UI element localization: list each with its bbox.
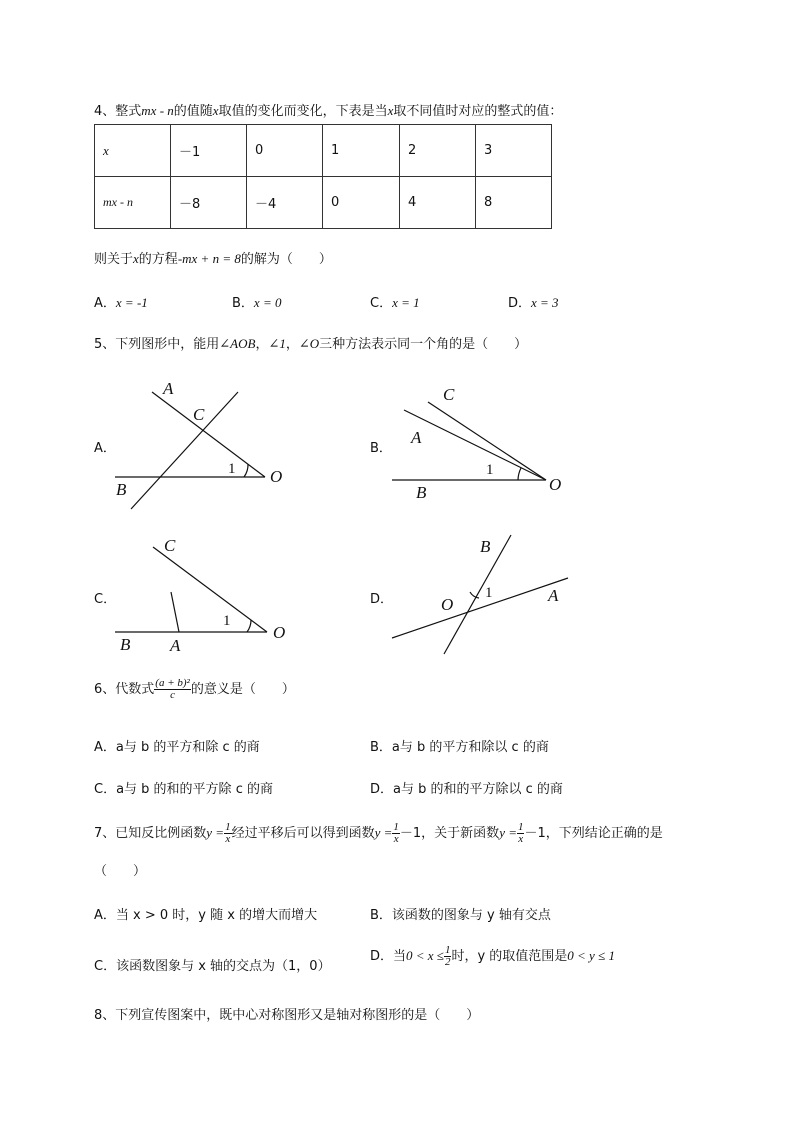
q7-option-d[interactable]: D．当0 < x ≤ $\frac{1}{2}$ 时，y 的取值范围是0 < y ≤ 1 bbox=[370, 944, 615, 968]
table-cell: －4 bbox=[247, 177, 323, 229]
q7-paren: （ ） bbox=[94, 864, 147, 879]
table-cell: 4 bbox=[400, 177, 476, 229]
q7-option-a[interactable]: A．当 x > 0 时，y 随 x 的增大而增大 bbox=[94, 908, 318, 923]
figA-label-1: 1 bbox=[228, 461, 236, 477]
table-cell: 0 bbox=[323, 177, 400, 229]
table-cell: 3 bbox=[476, 125, 552, 177]
figB-label-C: C bbox=[443, 385, 455, 404]
table-head-expr: mx - n bbox=[95, 177, 171, 229]
q5-option-b-label[interactable]: B． bbox=[370, 441, 392, 456]
q5-option-c-label[interactable]: C． bbox=[94, 592, 117, 607]
q4-stem: 4、整式mx - n的值随x取值的变化而变化，下表是当x取不同值时对应的整式的值： bbox=[94, 103, 563, 119]
figA-label-C: C bbox=[193, 405, 205, 424]
q4-option-a[interactable]: A．x = -1 bbox=[94, 295, 148, 311]
figA-angle-arc bbox=[244, 464, 248, 477]
q7-stem: 7、已知反比例函数y = $\frac{1}{x}$ 经过平移后可以得到函数y = $\frac{1}{x}$ －1，关于新函数y = $\frac{1}{x}$ －1，下列结论正确的是 bbox=[94, 821, 663, 845]
figD-label-B: B bbox=[480, 537, 491, 556]
table-cell: 8 bbox=[476, 177, 552, 229]
q4-equation: -mx + n = 8 bbox=[177, 251, 241, 266]
table-cell: －1 bbox=[171, 125, 247, 177]
table-cell: 1 bbox=[323, 125, 400, 177]
q6-option-c[interactable]: C．a与 b 的和的平方除 c 的商 bbox=[94, 782, 273, 797]
q7-option-c[interactable]: C．该函数图象与 x 轴的交点为（1，0） bbox=[94, 959, 331, 974]
figC-label-C: C bbox=[164, 536, 176, 555]
figC-label-O: O bbox=[273, 623, 286, 642]
q6-option-d[interactable]: D．a与 b 的和的平方除以 c 的商 bbox=[370, 782, 563, 797]
figC-label-B: B bbox=[120, 635, 131, 654]
q7-option-b[interactable]: B．该函数的图象与 y 轴有交点 bbox=[370, 908, 551, 923]
table-cell: 0 bbox=[247, 125, 323, 177]
q5-option-d-label[interactable]: D． bbox=[370, 592, 394, 607]
figC-label-1: 1 bbox=[223, 613, 231, 629]
figD-label-O: O bbox=[441, 595, 454, 614]
figB-label-A: A bbox=[411, 428, 422, 447]
q4-option-d[interactable]: D．x = 3 bbox=[508, 295, 559, 311]
figC-ray-oc bbox=[153, 547, 267, 632]
q5-stem: 5、下列图形中，能用∠AOB，∠1，∠O三种方法表示同一个角的是（ ） bbox=[94, 336, 528, 352]
figA-label-B: B bbox=[116, 480, 127, 499]
table-cell: －8 bbox=[171, 177, 247, 229]
table-cell: 2 bbox=[400, 125, 476, 177]
q4-option-c[interactable]: C．x = 1 bbox=[370, 295, 420, 311]
figB-label-O: O bbox=[549, 475, 562, 494]
q7-fraction-1: $\frac{1}{x}$ bbox=[225, 821, 231, 845]
q6-option-a[interactable]: A．a与 b 的平方和除 c 的商 bbox=[94, 740, 260, 755]
figC-segment bbox=[171, 592, 179, 632]
q6-stem: 6、代数式 $\frac{\text{(a + b)²}}{c}$ 的意义是（ ） bbox=[94, 677, 295, 701]
table-head-x: x bbox=[95, 125, 171, 177]
figC-label-A: A bbox=[170, 636, 181, 655]
figD-line-ob bbox=[444, 535, 511, 654]
q4-option-b[interactable]: B．x = 0 bbox=[232, 295, 282, 311]
figD-line-oa bbox=[392, 578, 568, 638]
q7-fraction-3: $\frac{1}{x}$ bbox=[517, 821, 524, 845]
figC-angle-arc bbox=[247, 620, 251, 632]
figA-line bbox=[131, 392, 238, 509]
figA-label-O: O bbox=[270, 467, 283, 486]
figD-label-1: 1 bbox=[485, 585, 493, 601]
figD-label-A: A bbox=[548, 586, 559, 605]
figB-ray-oa bbox=[404, 410, 546, 480]
q7-fraction-2: $\frac{1}{x}$ bbox=[393, 821, 399, 845]
q4-question: 则关于x的方程-mx + n = 8的解为（ ） bbox=[94, 251, 332, 267]
q6-fraction: $\frac{\text{(a + b)²}}{c}$ bbox=[155, 677, 190, 701]
q4-expr: mx - n bbox=[141, 103, 174, 118]
q5-option-a-label[interactable]: A． bbox=[94, 441, 116, 456]
q7-optd-fraction: $\frac{1}{2}$ bbox=[444, 944, 451, 968]
figB-label-B: B bbox=[416, 483, 427, 502]
figB-angle-arc bbox=[518, 468, 521, 480]
q6-option-b[interactable]: B．a与 b 的平方和除以 c 的商 bbox=[370, 740, 549, 755]
figA-label-A: A bbox=[163, 379, 174, 398]
q8-stem: 8、下列宣传图案中，既中心对称图形又是轴对称图形的是（ ） bbox=[94, 1008, 480, 1023]
figB-label-1: 1 bbox=[486, 462, 494, 478]
